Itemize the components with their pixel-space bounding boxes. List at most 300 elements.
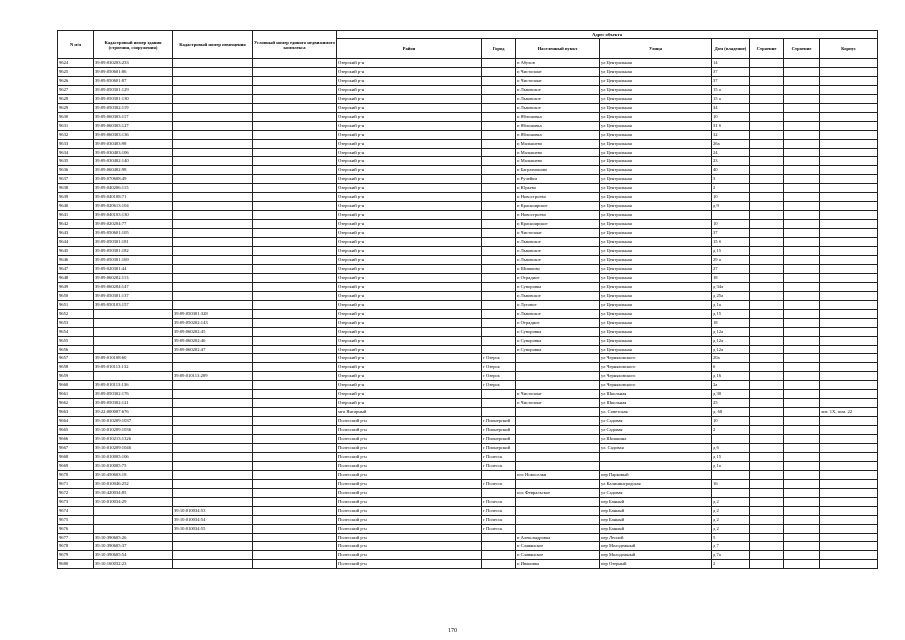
cell-district: Озерский р-н [337, 220, 482, 229]
cell-cad-room [173, 229, 253, 238]
cell-row-number: 9646 [58, 255, 94, 264]
cell-street: ул Центральная [600, 166, 712, 175]
cell-korpus [750, 408, 784, 417]
cell-korpus [750, 452, 784, 461]
cell-cad-building: 39:09:060204:147 [94, 282, 173, 291]
cell-row-number: 9649 [58, 282, 94, 291]
table-row [58, 426, 878, 435]
cell-city: г Озерск [482, 372, 516, 381]
cell-street: ул Центральная [600, 264, 712, 273]
cell-street: ул Центральная [600, 202, 712, 211]
cell-cond-num [253, 309, 337, 318]
cell-settlement: п Львовское [516, 247, 600, 256]
cell-city [482, 282, 516, 291]
cell-city [482, 85, 516, 94]
table-row [58, 282, 878, 291]
cell-cond-num [253, 479, 337, 488]
cell-city [482, 238, 516, 247]
cell-street: ул Центральная [600, 220, 712, 229]
cell-street: ул Центральная [600, 175, 712, 184]
cell-cond-num [253, 112, 337, 121]
header-district: Район [337, 39, 482, 59]
page-number: 170 [448, 628, 457, 634]
cell-district: Озерский р-н [337, 59, 482, 68]
cell-row-number: 9680 [58, 560, 94, 569]
cell-flat [820, 220, 878, 229]
cell-stroenie [784, 488, 820, 497]
cell-city [482, 327, 516, 336]
cell-district: Полесский р-н [337, 533, 482, 542]
cell-house: 23 [712, 157, 750, 166]
cell-district: Озерский р-н [337, 255, 482, 264]
cell-stroenie [784, 247, 820, 256]
cell-flat [820, 139, 878, 148]
cell-cad-building: 39:09:030203:233 [94, 59, 173, 68]
cell-stroenie [784, 220, 820, 229]
cell-house: д. 68 [712, 408, 750, 417]
cell-city [482, 193, 516, 202]
cell-stroenie [784, 282, 820, 291]
cell-flat [820, 193, 878, 202]
cell-row-number: 9664 [58, 417, 94, 426]
cell-district: Полесский р-н [337, 417, 482, 426]
table-row [58, 148, 878, 157]
cell-korpus [750, 175, 784, 184]
cell-cad-building: 39:09:020204:77 [94, 220, 173, 229]
cell-settlement: п Малышево [516, 139, 600, 148]
cell-flat [820, 435, 878, 444]
cell-district: Полесский р-н [337, 560, 482, 569]
cell-korpus [750, 157, 784, 166]
cell-stroenie [784, 264, 820, 273]
cell-house: 37 [712, 76, 750, 85]
cell-cad-room [173, 193, 253, 202]
cell-korpus [750, 112, 784, 121]
cell-korpus [750, 524, 784, 533]
header-settlement: Населенный пункт [516, 39, 600, 59]
cell-house: д 7а [712, 551, 750, 560]
cell-settlement [516, 443, 600, 452]
cell-flat [820, 506, 878, 515]
cell-settlement: п Ручейки [516, 175, 600, 184]
cell-settlement: п Абухов [516, 59, 600, 68]
cell-cad-room [173, 470, 253, 479]
cell-house: 2 [712, 426, 750, 435]
cell-flat [820, 273, 878, 282]
cell-city [482, 94, 516, 103]
cell-street: ул Центральная [600, 148, 712, 157]
cell-cad-building [94, 336, 173, 345]
cell-street: ул Центральная [600, 103, 712, 112]
cell-district: Полесский р-н [337, 443, 482, 452]
cell-cad-room [173, 148, 253, 157]
cell-stroenie [784, 551, 820, 560]
cell-flat [820, 247, 878, 256]
cell-korpus [750, 59, 784, 68]
cell-row-number: 9631 [58, 121, 94, 130]
cell-house: 25 [712, 399, 750, 408]
cell-flat [820, 85, 878, 94]
cell-city [482, 229, 516, 238]
cell-district: Озерский р-н [337, 184, 482, 193]
cell-korpus [750, 470, 784, 479]
cell-cond-num [253, 139, 337, 148]
cell-flat [820, 157, 878, 166]
cell-street: ул Садовая [600, 417, 712, 426]
cell-cond-num [253, 264, 337, 273]
table-row [58, 381, 878, 390]
cell-district: Полесский р-н [337, 515, 482, 524]
cell-city: г Пионерский [482, 417, 516, 426]
cell-district: Озерский р-н [337, 67, 482, 76]
cell-row-number: 9628 [58, 94, 94, 103]
table-row [58, 417, 878, 426]
cell-korpus [750, 372, 784, 381]
cell-stroenie [784, 354, 820, 363]
cell-flat [820, 184, 878, 193]
cell-cad-building: 39:09:010108:60 [94, 354, 173, 363]
cell-house: 5 [712, 533, 750, 542]
cell-cad-building: 39:10:390605:37 [94, 542, 173, 551]
cell-house: 15 а [712, 85, 750, 94]
cell-row-number: 9669 [58, 461, 94, 470]
cell-street: ул Центральная [600, 112, 712, 121]
cell-district: Озерский р-н [337, 148, 482, 157]
cell-district: Озерский р-н [337, 300, 482, 309]
cell-street: ул Центральная [600, 76, 712, 85]
cell-cad-room [173, 417, 253, 426]
cell-city [482, 112, 516, 121]
cell-row-number: 9647 [58, 264, 94, 273]
cell-street: ул Центральная [600, 309, 712, 318]
cell-cad-building: 39:09:040108:71 [94, 193, 173, 202]
cell-street: ул Центральная [600, 67, 712, 76]
cell-cad-room [173, 121, 253, 130]
cell-house: д 12а [712, 336, 750, 345]
cell-stroenie [784, 103, 820, 112]
table-row [58, 461, 878, 470]
cell-street: ул Центральная [600, 157, 712, 166]
cell-street: ул Черняховского [600, 363, 712, 372]
cell-cad-building [94, 345, 173, 354]
cell-row-number: 9672 [58, 488, 94, 497]
cell-cad-room [173, 184, 253, 193]
cell-row-number: 9637 [58, 175, 94, 184]
cell-korpus [750, 85, 784, 94]
cell-row-number: 9662 [58, 399, 94, 408]
cell-district: Озерский р-н [337, 309, 482, 318]
cell-district: Озерский р-н [337, 211, 482, 220]
cell-cond-num [253, 354, 337, 363]
cell-cad-room [173, 488, 253, 497]
cell-cad-building: 39:09:010113:132 [94, 363, 173, 372]
cell-flat [820, 175, 878, 184]
cell-cond-num [253, 417, 337, 426]
cell-cad-building: 39:10:010213:1326 [94, 435, 173, 444]
cell-house: д 9 [712, 202, 750, 211]
cell-cond-num [253, 247, 337, 256]
table-row [58, 291, 878, 300]
cell-settlement: п Львовское [516, 103, 600, 112]
cell-flat [820, 390, 878, 399]
cell-flat [820, 542, 878, 551]
cell-street: ул Центральная [600, 193, 712, 202]
cell-flat [820, 300, 878, 309]
table-row [58, 452, 878, 461]
cell-cad-room [173, 238, 253, 247]
cell-korpus [750, 515, 784, 524]
table-row [58, 560, 878, 569]
cell-flat [820, 121, 878, 130]
cell-korpus [750, 103, 784, 112]
cell-cad-room [173, 542, 253, 551]
cell-cad-building: 39:09:040103:130 [94, 211, 173, 220]
cell-house: 24 [712, 148, 750, 157]
cell-street: ул Центральная [600, 336, 712, 345]
table-row [58, 354, 878, 363]
cell-district: Полесский р-н [337, 452, 482, 461]
cell-row-number: 9665 [58, 426, 94, 435]
cell-cond-num [253, 542, 337, 551]
cell-city [482, 220, 516, 229]
table-row [58, 220, 878, 229]
cell-cond-num [253, 372, 337, 381]
cell-cad-room [173, 479, 253, 488]
cell-flat [820, 112, 878, 121]
cell-street: пер Банный [600, 506, 712, 515]
cell-korpus [750, 327, 784, 336]
cell-district: Полесский р-н [337, 461, 482, 470]
cell-cad-building: 39:10:010005:106 [94, 452, 173, 461]
cell-stroenie [784, 76, 820, 85]
cell-settlement: п Львовское [516, 85, 600, 94]
table-row [58, 121, 878, 130]
cell-row-number: 9634 [58, 148, 94, 157]
cell-cond-num [253, 452, 337, 461]
cell-district: Озерский р-н [337, 381, 482, 390]
cell-settlement: пос Новоселки [516, 470, 600, 479]
cell-district: Озерский р-н [337, 318, 482, 327]
cell-street: пер Лесной [600, 533, 712, 542]
cell-house: 27 [712, 264, 750, 273]
cell-city: г Полесск [482, 515, 516, 524]
cell-stroenie [784, 327, 820, 336]
cell-korpus [750, 247, 784, 256]
cell-flat [820, 166, 878, 175]
cell-flat [820, 211, 878, 220]
cell-city: г Озерск [482, 354, 516, 363]
cell-house: 32 [712, 130, 750, 139]
table-row [58, 363, 878, 372]
cell-street: ул Центральная [600, 318, 712, 327]
cell-cad-room [173, 67, 253, 76]
cell-cad-building: 39:10:010209:1037 [94, 417, 173, 426]
cell-city [482, 470, 516, 479]
cell-stroenie [784, 157, 820, 166]
cell-house: д 15 [712, 247, 750, 256]
cell-stroenie [784, 309, 820, 318]
cell-cad-room [173, 560, 253, 569]
cell-cad-room [173, 112, 253, 121]
cell-district: Полесский р-н [337, 524, 482, 533]
cell-district: Озерский р-н [337, 291, 482, 300]
cell-row-number: 9625 [58, 67, 94, 76]
cell-settlement: п Луговое [516, 300, 600, 309]
cell-street: ул Центральная [600, 247, 712, 256]
cell-city [482, 184, 516, 193]
cell-settlement [516, 452, 600, 461]
cell-house: д 15 [712, 452, 750, 461]
cell-street: ул Черняховского [600, 372, 712, 381]
cell-street: пер Озерный [600, 560, 712, 569]
cell-settlement: п Львовское [516, 291, 600, 300]
cell-street: пер Банный [600, 515, 712, 524]
cell-city [482, 551, 516, 560]
cell-cad-room [173, 59, 253, 68]
cell-cad-room [173, 408, 253, 417]
cell-city [482, 488, 516, 497]
cell-street: пер Молодежный [600, 542, 712, 551]
cell-cad-building: 39:10:010046:252 [94, 479, 173, 488]
table-row [58, 184, 878, 193]
cell-cond-num [253, 381, 337, 390]
cell-settlement: п Багратионово [516, 166, 600, 175]
table-row [58, 533, 878, 542]
cell-district: Озерский р-н [337, 202, 482, 211]
cell-row-number: 9657 [58, 354, 94, 363]
cell-street [600, 461, 712, 470]
cell-cond-num [253, 238, 337, 247]
cell-street: ул Центральная [600, 85, 712, 94]
cell-cad-room [173, 94, 253, 103]
cell-cad-building: 39:10:010034:29 [94, 497, 173, 506]
table-row [58, 211, 878, 220]
cell-street: ул Центральная [600, 273, 712, 282]
table-row [58, 103, 878, 112]
cell-cad-building: 39:09:070608:49 [94, 175, 173, 184]
cell-cad-building: 39:22:000007:676 [94, 408, 173, 417]
cell-house: 20а [712, 354, 750, 363]
cell-settlement: п Славянское [516, 551, 600, 560]
cell-city [482, 291, 516, 300]
cell-flat [820, 426, 878, 435]
table-body [58, 59, 878, 569]
cell-district: Озерский р-н [337, 247, 482, 256]
cell-house: д 2 [712, 497, 750, 506]
cell-house: 34 [712, 103, 750, 112]
cell-korpus [750, 291, 784, 300]
cell-city [482, 560, 516, 569]
cell-cad-building: 39:09:050301:182 [94, 247, 173, 256]
cell-cond-num [253, 327, 337, 336]
cell-cond-num [253, 130, 337, 139]
cell-city [482, 300, 516, 309]
cell-korpus [750, 381, 784, 390]
cell-city [482, 211, 516, 220]
cell-street: ул Центральная [600, 345, 712, 354]
registry-table [57, 30, 878, 569]
cell-flat [820, 345, 878, 354]
cell-settlement: п Яблоновка [516, 121, 600, 130]
cell-cad-room [173, 255, 253, 264]
cell-cad-room [173, 273, 253, 282]
cell-row-number: 9677 [58, 533, 94, 542]
table-row [58, 506, 878, 515]
cell-korpus [750, 255, 784, 264]
cell-cad-building: 39:09:050601:87 [94, 76, 173, 85]
cell-stroenie [784, 399, 820, 408]
cell-row-number: 9651 [58, 300, 94, 309]
cell-settlement [516, 524, 600, 533]
cell-district: Озерский р-н [337, 175, 482, 184]
cell-settlement: п Суворовка [516, 345, 600, 354]
cell-korpus [750, 211, 784, 220]
cell-district: Озерский р-н [337, 85, 482, 94]
cell-row-number: 9627 [58, 85, 94, 94]
cell-cad-room [173, 247, 253, 256]
cell-city [482, 255, 516, 264]
cell-korpus [750, 435, 784, 444]
header-street: Улица [600, 39, 712, 59]
cell-cad-building: 39:09:050301:169 [94, 255, 173, 264]
table-row [58, 166, 878, 175]
cell-stroenie [784, 381, 820, 390]
cell-cond-num [253, 515, 337, 524]
cell-house: 15 б [712, 238, 750, 247]
cell-row-number: 9671 [58, 479, 94, 488]
cell-city: г Озерск [482, 363, 516, 372]
cell-settlement: п Чистопоне [516, 76, 600, 85]
cell-house: 40 [712, 166, 750, 175]
cell-korpus [750, 542, 784, 551]
cell-settlement [516, 426, 600, 435]
cell-city [482, 148, 516, 157]
cell-street: пер Парковый [600, 470, 712, 479]
cell-street: ул Центральная [600, 130, 712, 139]
cell-korpus [750, 506, 784, 515]
cell-cad-building: 39:09:060402:98 [94, 166, 173, 175]
cell-korpus [750, 488, 784, 497]
cell-cond-num [253, 506, 337, 515]
cell-house: 3 [712, 175, 750, 184]
cell-flat [820, 229, 878, 238]
cell-settlement: п Красноярское [516, 220, 600, 229]
cell-cad-room [173, 399, 253, 408]
table-row [58, 372, 878, 381]
cell-row-number: 9638 [58, 184, 94, 193]
cell-korpus [750, 560, 784, 569]
cell-cond-num [253, 76, 337, 85]
cell-street: ул Шишкина [600, 435, 712, 444]
cell-cad-room [173, 452, 253, 461]
cell-settlement [516, 461, 600, 470]
cell-cond-num [253, 390, 337, 399]
cell-flat [820, 488, 878, 497]
cell-settlement: п Шишково [516, 264, 600, 273]
cell-korpus [750, 345, 784, 354]
cell-street: пер Молодежный [600, 551, 712, 560]
cell-row-number: 9673 [58, 497, 94, 506]
cell-street: ул Центральная [600, 282, 712, 291]
cell-row-number: 9663 [58, 408, 94, 417]
cell-cad-room: 39:10:010034:54 [173, 515, 253, 524]
cell-row-number: 9636 [58, 166, 94, 175]
cell-cond-num [253, 560, 337, 569]
cell-cond-num [253, 282, 337, 291]
cell-cond-num [253, 524, 337, 533]
cell-flat [820, 479, 878, 488]
cell-flat: лит. 1Х, пом. 22 [820, 408, 878, 417]
